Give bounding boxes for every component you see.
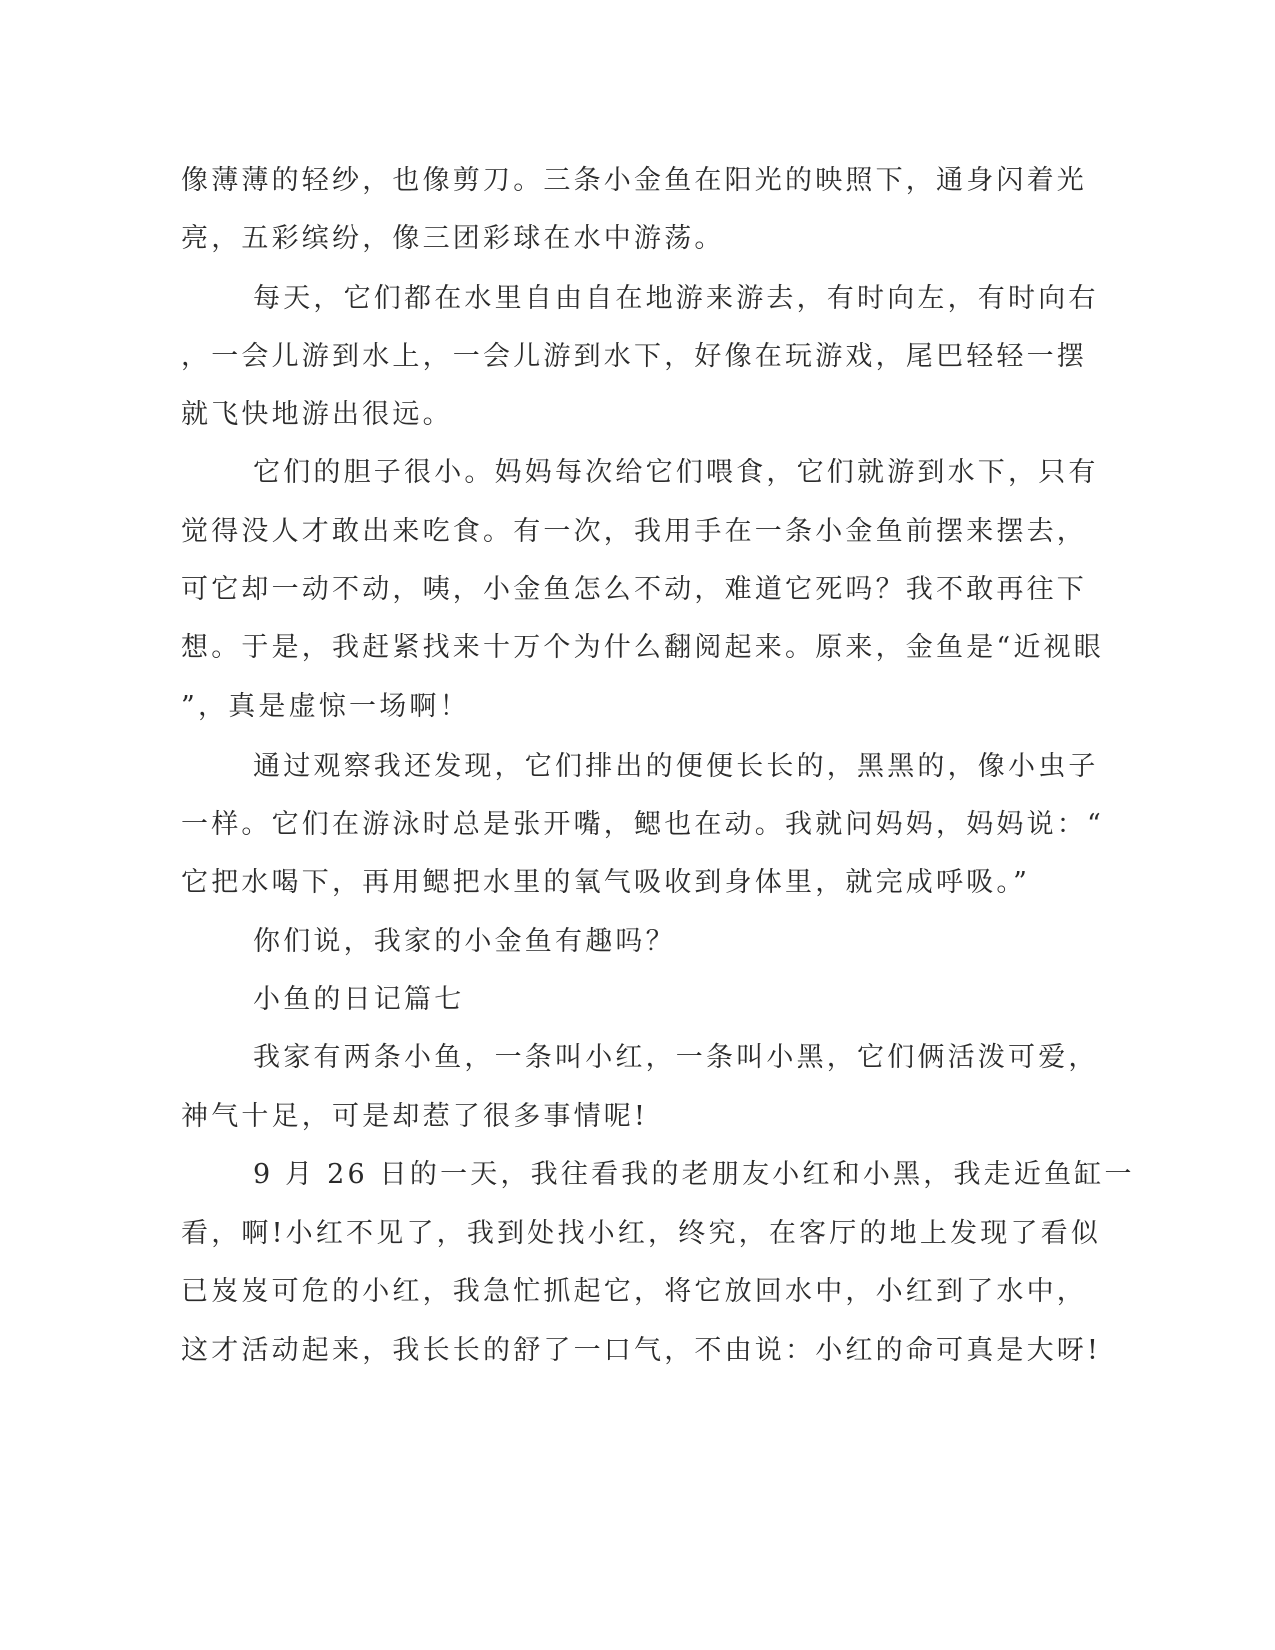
text-line: 这才活动起来，我长长的舒了一口气，不由说：小红的命可真是大呀! [181,1335,1102,1366]
text-line: 它把水喝下，再用鳃把水里的氧气吸收到身体里，就完成呼吸。” [181,867,1031,898]
text-line: 每天，它们都在水里自由自在地游来游去，有时向左，有时向右 [253,283,1099,314]
text-line: 就飞快地游出很远。 [181,399,453,430]
text-line: 9 月 26 日的一天，我往看我的老朋友小红和小黑，我走近鱼缸一 [253,1159,1135,1190]
text-line: 想。于是，我赶紧找来十万个为什么翻阅起来。原来，金鱼是“近视眼 [181,632,1105,663]
text-line: 已岌岌可危的小红，我急忙抓起它，将它放回水中，小红到了水中， [181,1276,1087,1307]
text-line: 可它却一动不动，咦，小金鱼怎么不动，难道它死吗？我不敢再往下 [181,574,1087,605]
section-heading: 小鱼的日记篇七 [253,984,465,1015]
text-line: ，一会儿游到水上，一会儿游到水下，好像在玩游戏，尾巴轻轻一摆 [181,341,1087,372]
text-line: 看，啊!小红不见了，我到处找小红，终究，在客厅的地上发现了看似 [181,1218,1102,1249]
text-line: 觉得没人才敢出来吃食。有一次，我用手在一条小金鱼前摆来摆去， [181,516,1087,547]
text-line: 一样。它们在游泳时总是张开嘴，鳃也在动。我就问妈妈，妈妈说：“ [181,809,1105,840]
text-line: 你们说，我家的小金鱼有趣吗？ [253,926,676,957]
text-line: ”，真是虚惊一场啊！ [181,691,470,722]
text-line: 通过观察我还发现，它们排出的便便长长的，黑黑的，像小虫子 [253,751,1099,782]
text-line: 像薄薄的轻纱，也像剪刀。三条小金鱼在阳光的映照下，通身闪着光 [181,165,1087,196]
text-line: 我家有两条小鱼，一条叫小红，一条叫小黑，它们俩活泼可爱， [253,1042,1099,1073]
text-line: 神气十足，可是却惹了很多事情呢! [181,1101,649,1132]
text-line: 它们的胆子很小。妈妈每次给它们喂食，它们就游到水下，只有 [253,457,1099,488]
text-line: 亮，五彩缤纷，像三团彩球在水中游荡。 [181,223,725,254]
